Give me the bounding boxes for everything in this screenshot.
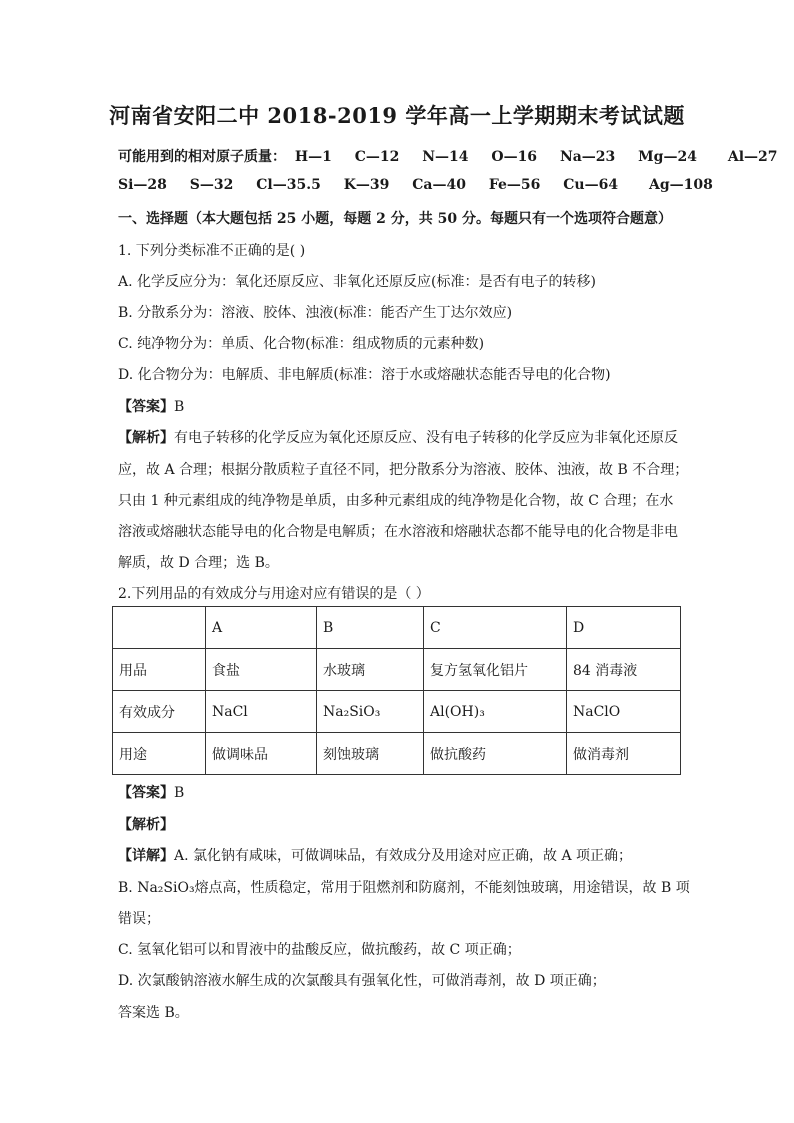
question-1-analysis-line: 应，故 A 合理；根据分散质粒子直径不同，把分散系分为溶液、胶体、浊液，故 B 不合理； <box>118 462 689 478</box>
atomic-mass-item: Na—23 <box>559 149 616 165</box>
table-cell: D <box>567 607 681 649</box>
table-cell: 水玻璃 <box>317 649 424 691</box>
question-2-answer <box>118 782 184 802</box>
question-1-analysis-line: 解质，故 D 合理；选 B。 <box>118 555 279 571</box>
page-title: 河南省安阳二中 2018-2019 学年高一上学期期末考试试题 <box>109 103 685 128</box>
table-row <box>113 733 681 775</box>
analysis-label: 【解析】 <box>118 430 174 446</box>
atomic-mass-item: S—32 <box>189 177 234 193</box>
question-2-detail-line: 错误； <box>118 911 160 927</box>
question-1-analysis-line <box>118 427 678 447</box>
question-1-analysis-line: 溶液或熔融状态能导电的化合物是电解质；在水溶液和熔融状态都不能导电的化合物是非电 <box>118 524 678 540</box>
question-1-analysis-line: 只由 1 种元素组成的纯净物是单质，由多种元素组成的纯净物是化合物，故 C 合理；在水 <box>118 493 674 509</box>
table-cell <box>113 607 206 649</box>
atomic-mass-item: N—14 <box>422 149 469 165</box>
table-header-row <box>113 607 681 649</box>
question-1-stem: 1. 下列分类标准不正确的是( ) <box>118 243 306 259</box>
question-2-detail-line: D. 次氯酸钠溶液水解生成的次氯酸具有强氧化性，可做消毒剂，故 D 项正确； <box>118 973 606 989</box>
table-cell: NaCl <box>206 691 317 733</box>
table-cell: 做抗酸药 <box>424 733 567 775</box>
table-cell: 用途 <box>113 733 206 775</box>
section-heading: 一、选择题（本大题包括 25 小题，每题 2 分，共 50 分。每题只有一个选项符合题意） <box>118 211 672 227</box>
table-cell: 复方氢氧化铝片 <box>424 649 567 691</box>
atomic-mass-row-2 <box>118 177 731 193</box>
question-2-analysis-label: 【解析】 <box>118 817 174 833</box>
atomic-mass-item: Si—28 <box>118 177 167 193</box>
atomic-mass-row-1 <box>118 146 794 166</box>
answer-value: B <box>174 399 185 415</box>
atomic-mass-label: 可能用到的相对原子质量： <box>118 149 286 165</box>
table-cell: NaClO <box>567 691 681 733</box>
question-1-option-a: A. 化学反应分为：氧化还原反应、非氧化还原反应(标准：是否有电子的转移) <box>118 274 596 290</box>
atomic-mass-item: Cu—64 <box>563 177 619 193</box>
detail-text: A. 氯化钠有咸味，可做调味品，有效成分及用途对应正确，故 A 项正确； <box>174 848 633 864</box>
question-1-answer <box>118 396 184 416</box>
question-2-detail-line: 答案选 B。 <box>118 1005 189 1021</box>
analysis-text: 有电子转移的化学反应为氧化还原反应、没有电子转移的化学反应为非氧化还原反 <box>174 430 678 446</box>
table-cell: 有效成分 <box>113 691 206 733</box>
table-cell: Na₂SiO₃ <box>317 691 424 733</box>
atomic-mass-item: O—16 <box>491 149 538 165</box>
table-cell: 做调味品 <box>206 733 317 775</box>
atomic-mass-item: H—1 <box>294 149 332 165</box>
atomic-mass-item: Al—27 <box>727 149 778 165</box>
table-cell: 刻蚀玻璃 <box>317 733 424 775</box>
answer-label: 【答案】 <box>118 399 174 415</box>
question-2-detail-line: C. 氢氧化铝可以和胃液中的盐酸反应，做抗酸药，故 C 项正确； <box>118 942 521 958</box>
answer-label: 【答案】 <box>118 785 174 801</box>
atomic-mass-item: Ca—40 <box>412 177 466 193</box>
question-1-option-c: C. 纯净物分为：单质、化合物(标准：组成物质的元素种数) <box>118 336 485 352</box>
table-cell: 做消毒剂 <box>567 733 681 775</box>
table-cell: Al(OH)₃ <box>424 691 567 733</box>
question-2-detail-line: B. Na₂SiO₃熔点高，性质稳定，常用于阻燃剂和防腐剂，不能刻蚀玻璃，用途错误，故 B 项 <box>118 880 690 896</box>
table-cell: C <box>424 607 567 649</box>
question-2-detail-line <box>118 845 632 865</box>
question-1-option-d: D. 化合物分为：电解质、非电解质(标准：溶于水或熔融状态能否导电的化合物) <box>118 367 611 383</box>
table-row <box>113 691 681 733</box>
atomic-mass-item: K—39 <box>343 177 390 193</box>
table-cell: B <box>317 607 424 649</box>
question-2-stem: 2.下列用品的有效成分与用途对应有错误的是（ ） <box>118 586 430 602</box>
atomic-mass-item: Fe—56 <box>488 177 541 193</box>
detail-label: 【详解】 <box>118 848 174 864</box>
atomic-mass-item: Cl—35.5 <box>256 177 321 193</box>
table-cell: 84 消毒液 <box>567 649 681 691</box>
atomic-mass-item: Ag—108 <box>648 177 713 193</box>
question-1-option-b: B. 分散系分为：溶液、胶体、浊液(标准：能否产生丁达尔效应) <box>118 305 513 321</box>
table-cell: A <box>206 607 317 649</box>
table-cell: 食盐 <box>206 649 317 691</box>
table-row <box>113 649 681 691</box>
answer-value: B <box>174 785 185 801</box>
question-2-table <box>112 606 681 775</box>
atomic-mass-item: C—12 <box>354 149 400 165</box>
atomic-mass-item: Mg—24 <box>638 149 697 165</box>
table-cell: 用品 <box>113 649 206 691</box>
